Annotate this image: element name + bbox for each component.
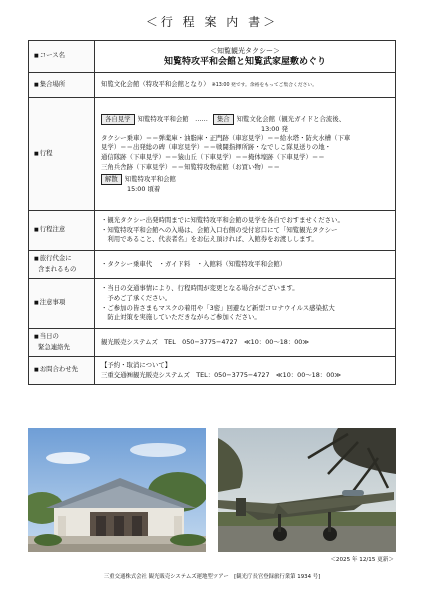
caution-item-1: ・当日の交通事情により、行程時間が変更となる場合がございます。: [101, 284, 299, 293]
course-subtitle: ＜知覧観光タクシー＞: [210, 46, 280, 55]
place-end: 知覧特攻平和会館: [124, 175, 176, 184]
tag-gather: 集合: [213, 114, 234, 125]
included-text: ・タクシー乗車代 ・ガイド料 ・入館料（知覧特攻平和会館）: [95, 251, 396, 279]
emergency-text: 観光販売システムズ TEL 050−3775−4727 ≪10：00〜18：00≫: [95, 329, 396, 357]
departure-time: 13:00 発: [261, 124, 288, 133]
update-caption: ＜2025 年 12/15 更新＞: [330, 557, 394, 563]
course-name: 知覧特攻平和会館と知覧武家屋敷めぐり: [163, 56, 326, 67]
inquiry-cell: [95, 357, 396, 385]
place-culture-hall: 知覧文化会館（観光ガイドと合流後、: [236, 114, 346, 123]
notes-item-1: ・観光タクシー出発時間までに知覧特攻平和会館の見学を各自でおすませください。: [101, 216, 344, 225]
meeting-note: ※13:00 発です。余裕をもってご集合ください。: [211, 82, 318, 88]
caution-item-4: 防止対策を実施していただきながらご参加ください。: [101, 313, 261, 322]
fighter-plane-image: [218, 428, 396, 552]
label-emergency: [29, 329, 95, 357]
label-course: ■ コース名: [29, 41, 95, 73]
meeting-cell: [95, 73, 396, 98]
label-caution: ■ 注意事項: [29, 279, 95, 329]
tag-dismiss: 解散: [101, 174, 122, 185]
museum-building-image: [28, 428, 206, 552]
route-line-1: タクシー乗車）＝＝弾薬庫・油脂庫・正門跡（車窓見学）＝＝給水塔・防火水槽（下車: [101, 133, 351, 142]
arrival-time: 15:00 頃着: [127, 185, 161, 194]
label-itinerary: ■ 行程: [29, 98, 95, 211]
label-included: [29, 251, 95, 279]
place-museum: 知覧特攻平和会館 ……: [137, 114, 208, 123]
museum-photo: [28, 428, 206, 552]
caution-item-3: ・ご参加の皆さまもマスクの着用や「3密」回避など新型コロナウイルス感染拡大: [101, 303, 335, 312]
inquiry-line-2: 三重交通㈱観光販売システムズ TEL：050−3775−4727 ≪10：00〜18：00≫: [101, 370, 342, 379]
itinerary-table: [28, 40, 396, 385]
meeting-place: 知覧文化会館（特攻平和会館となり）: [101, 79, 210, 88]
photo-area: [28, 428, 396, 552]
label-included-line-1: ■ 旅行代金に: [34, 254, 94, 265]
fighter-plane-photo: [218, 428, 396, 552]
itinerary-end: [101, 174, 389, 185]
itinerary-cell: [95, 98, 396, 211]
label-emergency-line-1: ■ 当日の: [34, 332, 94, 343]
notes-item-3: 利用であること、代表者名」をお伝え頂ければ、入館券をお渡しします。: [101, 235, 318, 244]
route-line-3: 通信隊跡（下車見学）＝＝猿山丘（下車見学）＝＝掩体壕跡（下車見学）＝＝: [101, 153, 325, 161]
tag-self-tour: 各自見学: [101, 114, 135, 125]
label-inquiry: ■ お問合わせ先: [29, 357, 95, 385]
caution-cell: [95, 279, 396, 329]
label-notes: ■ 行程注意: [29, 211, 95, 251]
route-line-2: 見学）＝＝出発総の碑（車窓見学）＝＝戦闘指揮所跡・なでしこ隊見送りの地・: [101, 143, 332, 152]
route-line-4: 三角兵舎跡（下車見学）＝＝知覧特攻物産館（お買い物）＝＝: [101, 162, 280, 171]
notes-item-2: ・知覧特攻平和会館への入場は、会館入口右側の受付窓口にて「知覧観光タクシー: [101, 225, 338, 234]
inquiry-line-1: 【予約・取消について】: [101, 360, 172, 369]
notes-cell: [95, 211, 396, 251]
itinerary-start: [101, 114, 389, 125]
label-included-line-2: 含まれるもの: [38, 265, 77, 273]
label-meeting: ■ 集合場所: [29, 73, 95, 98]
footer-note: 三重交通株式会社 観光販売システムズ運地型ツアー [観光庁長官登録旅行業第 1934 号]: [103, 574, 321, 580]
course-cell: [95, 41, 396, 73]
label-emergency-line-2: 緊急連絡先: [38, 343, 70, 351]
caution-item-2: 予めご了承ください。: [101, 293, 172, 302]
page-title: ＜行 程 案 内 書＞: [145, 15, 279, 29]
